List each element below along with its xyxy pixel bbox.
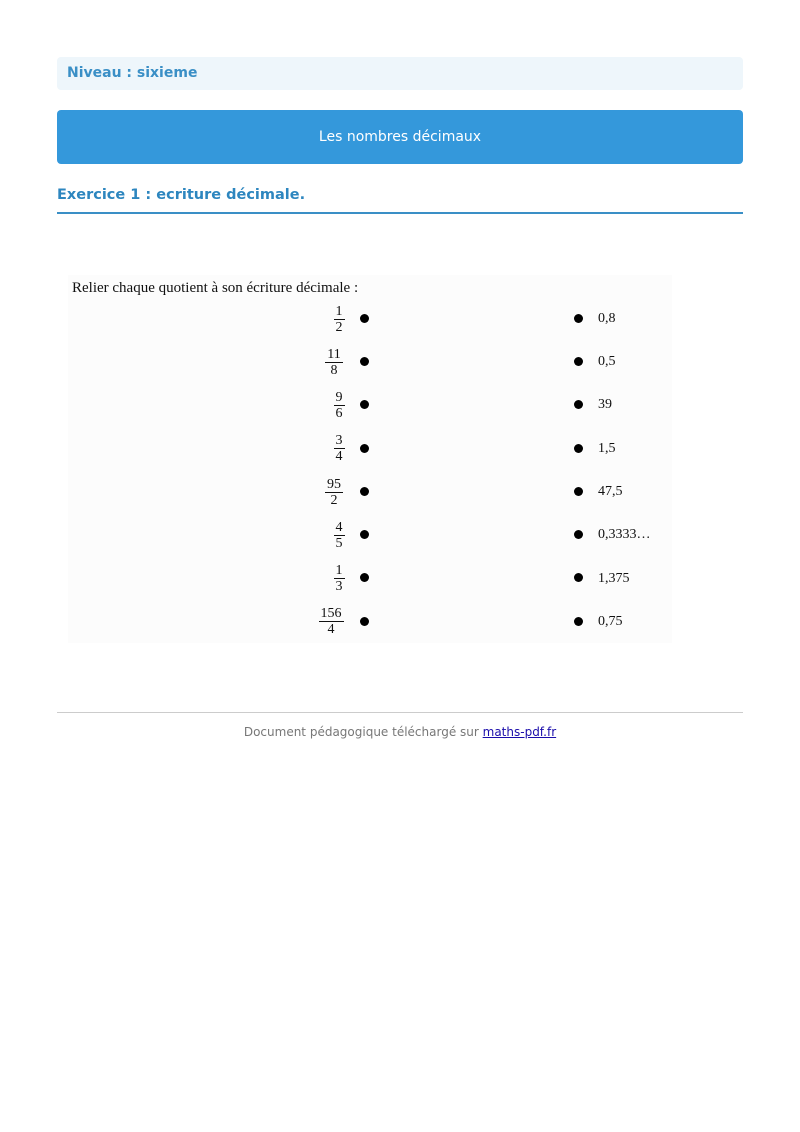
right-connection-dot[interactable] xyxy=(574,617,583,626)
fraction-numerator: 1 xyxy=(335,304,343,319)
left-connection-dot[interactable] xyxy=(360,617,369,626)
left-connection-dot[interactable] xyxy=(360,573,369,582)
footer-text: Document pédagogique téléchargé sur xyxy=(243,725,483,739)
decimal-value: 47,5 xyxy=(598,484,623,499)
exercise-worksheet xyxy=(68,275,672,643)
exercise-instruction: Relier chaque quotient à son écriture décimale : xyxy=(72,280,359,296)
footer-divider xyxy=(57,712,743,713)
right-connection-dot[interactable] xyxy=(574,444,583,453)
fraction-numerator: 95 xyxy=(327,477,341,492)
fraction-numerator: 1 xyxy=(335,563,343,578)
page-title: Les nombres décimaux xyxy=(57,110,743,164)
fraction-numerator: 4 xyxy=(335,520,343,535)
footer-link[interactable]: maths-pdf.fr xyxy=(482,725,557,739)
fraction-denominator: 5 xyxy=(335,536,343,551)
fraction-numerator: 3 xyxy=(335,433,343,448)
left-connection-dot[interactable] xyxy=(360,357,369,366)
decimal-value: 0,75 xyxy=(598,614,623,629)
left-connection-dot[interactable] xyxy=(360,487,369,496)
fraction-numerator: 156 xyxy=(320,606,342,621)
fraction-denominator: 4 xyxy=(335,449,343,464)
right-connection-dot[interactable] xyxy=(574,530,583,539)
decimal-value: 0,8 xyxy=(598,311,616,326)
fraction-numerator: 9 xyxy=(335,390,343,405)
fraction-item xyxy=(314,347,354,378)
right-connection-dot[interactable] xyxy=(574,314,583,323)
right-connection-dot[interactable] xyxy=(574,573,583,582)
fraction-item xyxy=(319,563,359,594)
fraction-denominator: 2 xyxy=(335,320,343,335)
decimal-value: 1,5 xyxy=(598,441,616,456)
decimal-value: 0,3333… xyxy=(598,527,651,542)
fraction-item xyxy=(319,433,359,464)
fraction-denominator: 3 xyxy=(335,579,343,594)
fraction-item xyxy=(319,390,359,421)
left-connection-dot[interactable] xyxy=(360,400,369,409)
fraction-item xyxy=(319,520,359,551)
decimal-value: 1,375 xyxy=(598,571,630,586)
fraction-item xyxy=(311,606,351,637)
right-connection-dot[interactable] xyxy=(574,487,583,496)
level-banner: Niveau : sixieme xyxy=(57,57,743,90)
fraction-denominator: 8 xyxy=(330,363,338,378)
fraction-denominator: 6 xyxy=(335,406,343,421)
left-connection-dot[interactable] xyxy=(360,314,369,323)
exercise-title: Exercice 1 : ecriture décimale. xyxy=(57,186,743,214)
decimal-value: 0,5 xyxy=(598,354,616,369)
fraction-numerator: 11 xyxy=(327,347,341,362)
decimal-value: 39 xyxy=(598,397,612,412)
footer xyxy=(57,725,743,739)
fraction-denominator: 4 xyxy=(327,622,335,637)
left-connection-dot[interactable] xyxy=(360,530,369,539)
fraction-item xyxy=(319,304,359,335)
fraction-denominator: 2 xyxy=(330,493,338,508)
right-connection-dot[interactable] xyxy=(574,357,583,366)
right-connection-dot[interactable] xyxy=(574,400,583,409)
left-connection-dot[interactable] xyxy=(360,444,369,453)
fraction-item xyxy=(314,477,354,508)
